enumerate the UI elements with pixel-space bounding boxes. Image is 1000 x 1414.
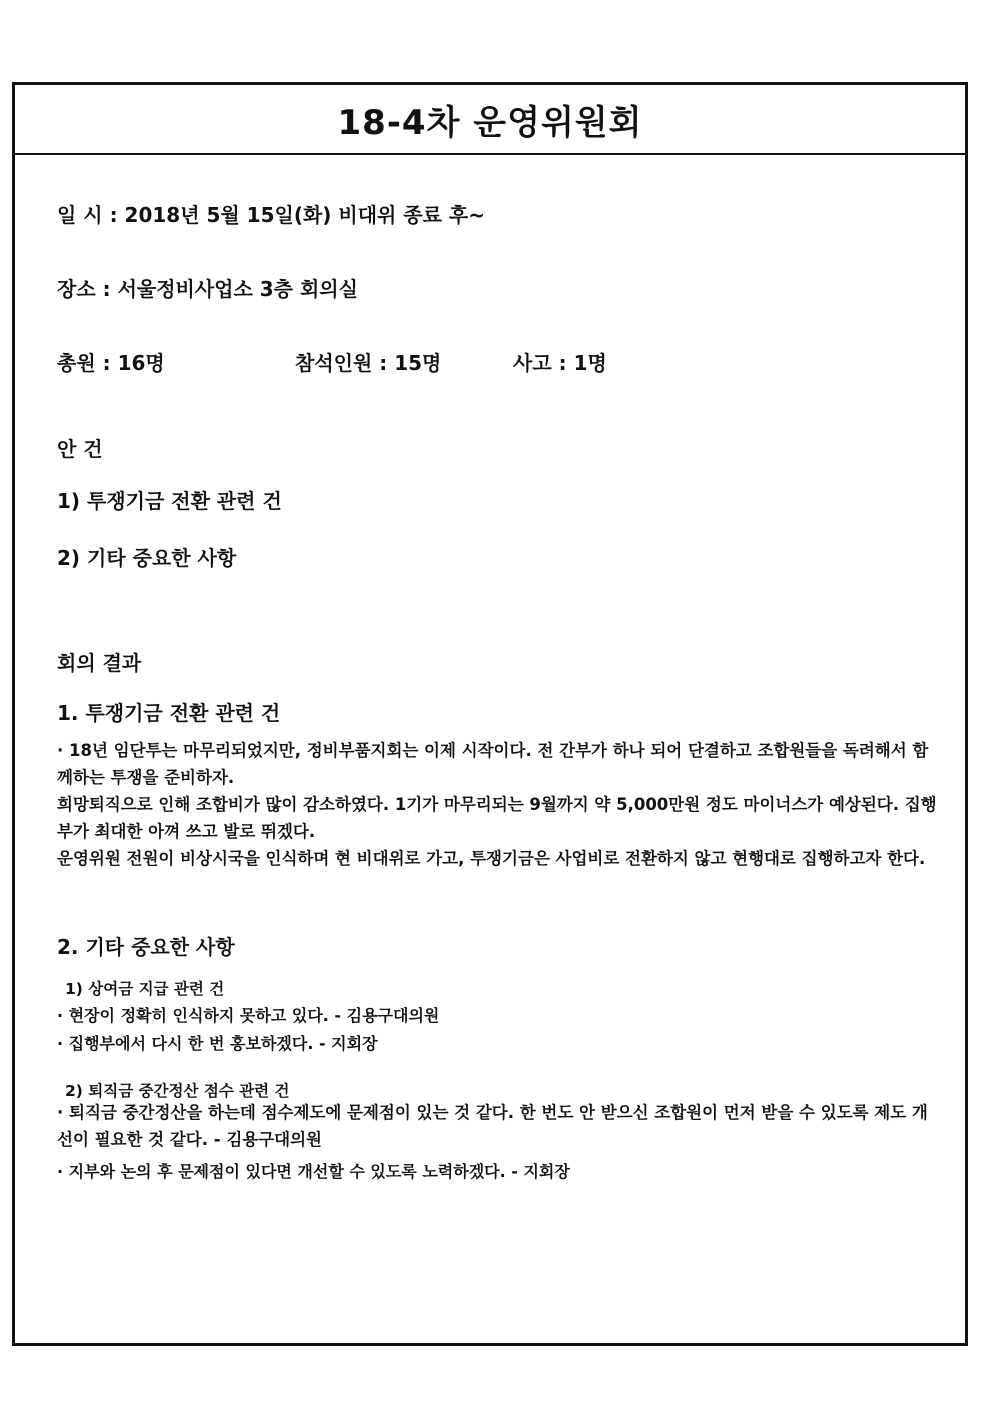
section1-paragraph: 희망퇴직으로 인해 조합비가 많이 감소하였다. 1기가 마무리되는 9월까지 약 5,000만원 정도 마이너스가 예상된다. 집행부가 최대한 아껴 쓰고 발로 뛰겠다. [57,795,937,841]
section1-paragraph: · 18년 임단투는 마무리되었지만, 정비부품지회는 이제 시작이다. 전 간부가 하나 되어 단결하고 조합원들을 독려해서 함께하는 투쟁을 준비하자. [57,741,929,787]
sub2-line: · 퇴직금 중간정산을 하는데 점수제도에 문제점이 있는 것 같다. 한 번도 안 받으신 조합원이 먼저 받을 수 있도록 제도 개선이 필요한 것 같다. - 김용구대의원 [57,1103,928,1149]
agenda-item: 2) 기타 중요한 사항 [57,546,237,570]
agenda-item: 1) 투쟁기금 전환 관련 건 [57,489,282,513]
section1-heading: 1. 투쟁기금 전환 관련 건 [57,701,281,725]
absent-members: 사고 : 1명 [513,351,607,375]
total-members: 총원 : 16명 [57,351,165,375]
sub1-line: · 집행부에서 다시 한 번 홍보하겠다. - 지회장 [57,1034,378,1053]
document-title: 18-4차 운영위원회 [15,85,965,155]
meeting-place: 장소 : 서울정비사업소 3층 회의실 [57,277,358,301]
agenda-heading: 안 건 [57,437,103,461]
document-frame [12,82,968,1346]
section1-paragraph: 운영위원 전원이 비상시국을 인식하며 현 비대위로 가고, 투쟁기금은 사업비로 전환하지 않고 현행대로 집행하고자 한다. [57,849,926,868]
present-members: 참석인원 : 15명 [295,351,442,375]
sub2-line: · 지부와 논의 후 문제점이 있다면 개선할 수 있도록 노력하겠다. - 지회장 [57,1162,570,1181]
meeting-date: 일 시 : 2018년 5월 15일(화) 비대위 종료 후~ [57,203,485,227]
sub1-line: · 현장이 정확히 인식하지 못하고 있다. - 김용구대의원 [57,1006,440,1025]
sub1-heading: 1) 상여금 지급 관련 건 [65,980,225,998]
sub2-heading: 2) 퇴직금 중간정산 점수 관련 건 [65,1082,290,1100]
results-heading: 회의 결과 [57,651,142,675]
section2-heading: 2. 기타 중요한 사항 [57,935,235,959]
